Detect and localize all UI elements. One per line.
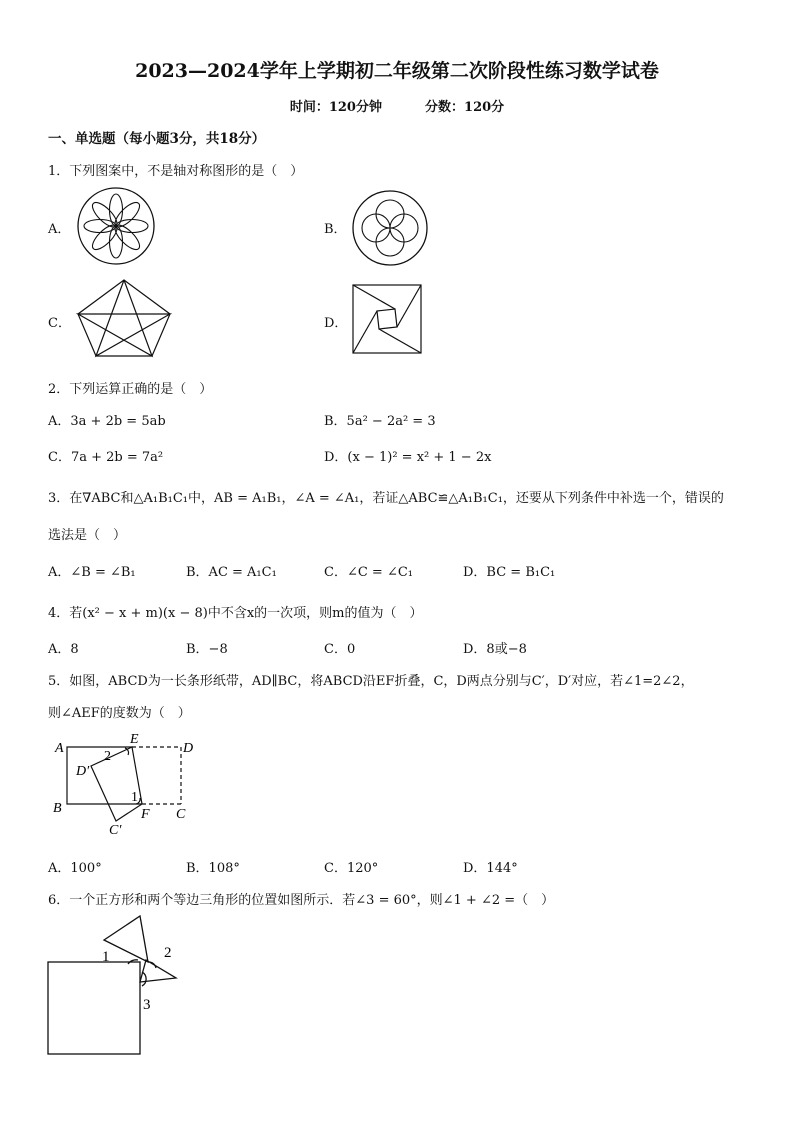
- section-heading: 一、单选题（每小题3分，共18分）: [48, 131, 266, 147]
- exam-title: 2023—2024学年上学期初二年级第二次阶段性练习数学试卷: [135, 60, 659, 82]
- q3-option-b: B．AC = A₁C₁: [186, 565, 277, 580]
- q6-stem: 6．一个正方形和两个等边三角形的位置如图所示．若∠3 = 60°，则∠1 + ∠2 =（ ）: [48, 893, 555, 908]
- q1-figure-c-pentagram: [76, 278, 172, 358]
- q5-label-f: F: [141, 807, 150, 822]
- q1-option-b-label: B．: [324, 222, 347, 237]
- q4-option-d: D．8或−8: [463, 642, 527, 657]
- q1-stem: 1．下列图案中，不是轴对称图形的是（ ）: [48, 164, 304, 179]
- q4-option-a: A．8: [48, 642, 79, 657]
- q2-stem: 2．下列运算正确的是（ ）: [48, 382, 213, 397]
- q5-stem-line2: 则∠AEF的度数为（ ）: [48, 706, 191, 721]
- q3-option-d: D．BC = B₁C₁: [463, 565, 556, 580]
- q1-option-a-label: A．: [48, 222, 71, 237]
- q5-label-e: E: [130, 732, 139, 747]
- q3-option-c: C．∠C = ∠C₁: [324, 565, 413, 580]
- q2-option-c: C．7a + 2b = 7a²: [48, 450, 164, 465]
- q4-stem: 4．若(x² − x + m)(x − 8)中不含x的一次项，则m的值为（ ）: [48, 606, 423, 621]
- q1-option-c-label: C．: [48, 316, 71, 331]
- q6-square-triangles-figure: [46, 914, 186, 1058]
- q1-figure-a-flower: [76, 186, 156, 266]
- q2-option-a: A．3a + 2b = 5ab: [48, 414, 166, 429]
- q3-stem-line2: 选法是（ ）: [48, 528, 127, 543]
- q5-label-b: B: [53, 801, 62, 816]
- q5-stem-line1: 5．如图，ABCD为一长条形纸带，AD∥BC，将ABCD沿EF折叠，C，D两点分别与C′，D′对应，若∠1=2∠2，: [48, 674, 694, 689]
- q5-label-c-prime: C′: [109, 823, 122, 838]
- q1-option-d-label: D．: [324, 316, 348, 331]
- q2-option-d: D．(x − 1)² = x² + 1 − 2x: [324, 450, 492, 465]
- q5-label-angle-1: 1: [131, 790, 138, 805]
- q3-option-a: A．∠B = ∠B₁: [48, 565, 136, 580]
- q5-label-a: A: [55, 741, 64, 756]
- q1-figure-d-pinwheel: [352, 284, 422, 354]
- time-label: 时间：120分钟: [289, 100, 382, 115]
- q4-option-b: B．−8: [186, 642, 228, 657]
- q5-folded-strip-figure: [50, 734, 210, 838]
- q5-option-d: D．144°: [463, 861, 518, 876]
- q5-label-angle-2: 2: [104, 749, 111, 764]
- q3-stem-line1: 3．在∇ABC和△A₁B₁C₁中，AB = A₁B₁，∠A = ∠A₁，若证△ABC≌△A₁B₁C₁，还要从下列条件中补选一个，错误的: [48, 491, 724, 506]
- score-label: 分数：120分: [425, 100, 505, 115]
- q6-label-angle-1: 1: [102, 949, 110, 965]
- q5-label-c: C: [176, 807, 186, 822]
- exam-subtitle: [0, 96, 794, 115]
- q5-label-d: D: [183, 741, 194, 756]
- q5-option-c: C．120°: [324, 861, 379, 876]
- q5-label-d-prime: D′: [76, 764, 90, 779]
- q5-option-a: A．100°: [48, 861, 102, 876]
- q6-label-angle-2: 2: [164, 945, 172, 961]
- q5-option-b: B．108°: [186, 861, 240, 876]
- q2-option-b: B．5a² − 2a² = 3: [324, 414, 436, 429]
- q6-label-angle-3: 3: [143, 997, 151, 1013]
- q4-option-c: C．0: [324, 642, 356, 657]
- q1-figure-b-circles: [351, 189, 429, 267]
